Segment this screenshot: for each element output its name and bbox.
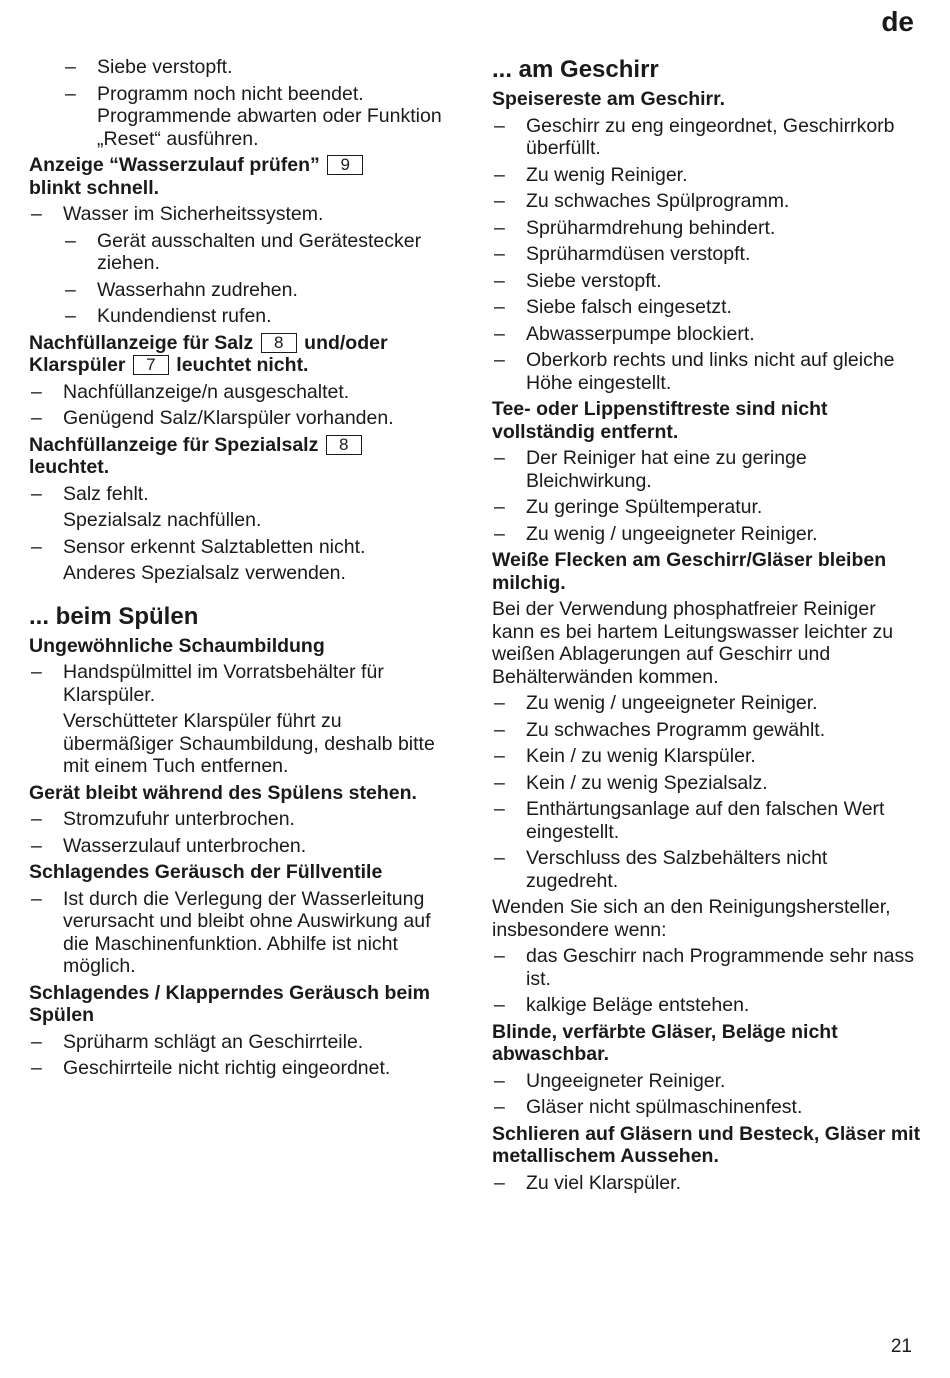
heading-water-supply: Anzeige “Wasserzulauf prüfen” 9 blinkt schnell. [29, 154, 454, 199]
dash-icon: – [31, 482, 42, 505]
dash-icon: – [494, 496, 505, 518]
list-item: – Wasser im Sicherheitssystem. [31, 203, 324, 225]
dash-icon: – [494, 190, 505, 212]
dash-icon: – [494, 269, 505, 292]
dash-icon: – [494, 1069, 505, 1092]
list-item: – Ist durch die Verlegung der Wasserleitung verursacht und bleibt ohne Auswirkung auf die Maschinenfunktion. Abhilfe ist nicht möglich. [31, 887, 431, 977]
dash-icon: – [494, 322, 505, 345]
list-item: – Sprüharmdrehung behindert. [494, 216, 776, 239]
list-item: – Der Reiniger hat eine zu geringe Bleichwirkung. [494, 447, 807, 492]
heading-foam: Ungewöhnliche Schaumbildung [29, 634, 325, 657]
dash-icon: – [31, 887, 42, 910]
dash-icon: – [494, 798, 505, 820]
list-item: – Geschirr zu eng eingeordnet, Geschirrkorb überfüllt. [494, 114, 895, 159]
dash-icon: – [494, 447, 505, 469]
dash-icon: – [31, 203, 42, 225]
heading-special-salt: Nachfüllanzeige für Spezialsalz 8 leuchtet. [29, 434, 454, 479]
dash-icon: – [494, 522, 505, 545]
dash-icon: – [65, 229, 76, 252]
list-item: – Oberkorb rechts und links nicht auf gleiche Höhe eingestellt. [494, 349, 895, 394]
right-column [492, 56, 922, 1194]
dash-icon: – [31, 535, 42, 558]
language-tag: de [881, 6, 914, 37]
dash-icon: – [494, 994, 505, 1016]
section-title-rinsing: ... beim Spülen [29, 602, 199, 630]
heading-tea-lipstick: Tee- oder Lippenstiftreste sind nicht vollständig entfernt. [492, 398, 828, 443]
dash-icon: – [65, 82, 76, 105]
dash-icon: – [494, 163, 505, 186]
list-item: – Geschirrteile nicht richtig eingeordnet. [31, 1057, 391, 1079]
indicator-box: 9 [327, 155, 363, 175]
dash-icon: – [31, 661, 42, 683]
list-item: – Stromzufuhr unterbrochen. [31, 808, 295, 830]
dash-icon: – [494, 945, 505, 967]
list-item: – Zu wenig / ungeeigneter Reiniger. [494, 522, 818, 545]
list-item: – Siebe verstopft. [494, 269, 662, 292]
list-item: – Enthärtungsanlage auf den falschen Wert eingestellt. [494, 798, 885, 843]
list-item: – Zu geringe Spültemperatur. [494, 496, 763, 518]
list-item: – Zu schwaches Spülprogramm. [494, 190, 790, 212]
list-item: – Sensor erkennt Salztabletten nicht. [31, 535, 366, 558]
heading-device-stops: Gerät bleibt während des Spülens stehen. [29, 781, 417, 804]
indented-text: Spezialsalz nachfüllen. [63, 509, 262, 531]
indented-text: Anderes Spezialsalz verwenden. [63, 562, 346, 584]
dash-icon: – [31, 380, 42, 403]
dash-icon: – [494, 1096, 505, 1118]
list-item: – Kein / zu wenig Klarspüler. [494, 745, 756, 767]
list-item: – Siebe verstopft. [65, 56, 233, 78]
dash-icon: – [494, 771, 505, 794]
dash-icon: – [65, 278, 76, 301]
heading-valve-noise: Schlagendes Geräusch der Füllventile [29, 861, 383, 883]
dash-icon: – [65, 56, 76, 78]
dash-icon: – [31, 808, 42, 830]
heading-cloudy-glasses: Blinde, verfärbte Gläser, Beläge nicht abwaschbar. [492, 1020, 838, 1065]
dash-icon: – [65, 305, 76, 327]
list-item: – Genügend Salz/Klarspüler vorhanden. [31, 407, 394, 429]
list-item: – Gläser nicht spülmaschinenfest. [494, 1096, 803, 1118]
list-item: – Zu viel Klarspüler. [494, 1171, 681, 1194]
list-item: – Nachfüllanzeige/n ausgeschaltet. [31, 380, 350, 403]
dash-icon: – [494, 114, 505, 137]
list-item: – Sprüharm schlägt an Geschirrteile. [31, 1030, 364, 1053]
indicator-box: 7 [133, 355, 169, 375]
list-item: – Sprüharmdüsen verstopft. [494, 243, 751, 265]
indented-text: Verschütteter Klarspüler führt zu übermäßiger Schaumbildung, deshalb bitte mit einem Tuch entfernen. [63, 710, 435, 777]
section-title-dishes: ... am Geschirr [492, 56, 659, 83]
paragraph: Bei der Verwendung phosphatfreier Reiniger kann es bei hartem Leitungswasser leichter zu weißen Ablagerungen auf Geschirr und Behälterwänden kommen. [492, 598, 894, 688]
list-item: – Siebe falsch eingesetzt. [494, 296, 732, 318]
heading-rattle-noise: Schlagendes / Klapperndes Geräusch beim Spülen [29, 981, 430, 1026]
left-column [29, 56, 454, 1080]
list-item: – Kundendienst rufen. [65, 305, 272, 327]
list-item: – Abwasserpumpe blockiert. [494, 322, 755, 345]
dash-icon: – [31, 1057, 42, 1079]
dash-icon: – [31, 1030, 42, 1053]
list-item: – Zu wenig Reiniger. [494, 163, 688, 186]
paragraph: Wenden Sie sich an den Reinigungshersteller, insbesondere wenn: [492, 896, 891, 941]
list-item: – Ungeeigneter Reiniger. [494, 1069, 726, 1092]
indicator-box: 8 [326, 435, 362, 455]
dash-icon: – [494, 349, 505, 371]
list-item: – Gerät ausschalten und Gerätestecker ziehen. [65, 229, 422, 274]
list-item: – Verschluss des Salzbehälters nicht zugedreht. [494, 847, 828, 892]
dash-icon: – [494, 745, 505, 767]
list-item: – Wasserzulauf unterbrochen. [31, 834, 307, 857]
dash-icon: – [494, 847, 505, 869]
heading-refill-indicator: Nachfüllanzeige für Salz 8 und/oder Klarspüler 7 leuchtet nicht. [29, 331, 388, 376]
dash-icon: – [494, 692, 505, 714]
list-item: – kalkige Beläge entstehen. [494, 994, 750, 1016]
dash-icon: – [494, 718, 505, 741]
list-item: – Programm noch nicht beendet. Programmende abwarten oder Funktion „Reset“ ausführen. [65, 82, 442, 150]
list-item: – Zu wenig / ungeeigneter Reiniger. [494, 692, 818, 714]
dash-icon: – [31, 834, 42, 857]
dash-icon: – [494, 1171, 505, 1194]
dash-icon: – [494, 296, 505, 318]
list-item: – Kein / zu wenig Spezialsalz. [494, 771, 768, 794]
list-item: – das Geschirr nach Programmende sehr nass ist. [494, 945, 915, 990]
page-number: 21 [890, 1336, 912, 1357]
heading-white-spots: Weiße Flecken am Geschirr/Gläser bleiben milchig. [492, 549, 887, 594]
heading-streaks: Schlieren auf Gläsern und Besteck, Gläser mit metallischem Aussehen. [492, 1122, 921, 1167]
heading-food-residue: Speisereste am Geschirr. [492, 88, 726, 110]
list-item: – Wasserhahn zudrehen. [65, 278, 298, 301]
dash-icon: – [31, 407, 42, 429]
list-item: – Salz fehlt. [31, 482, 149, 505]
dash-icon: – [494, 243, 505, 265]
list-item: – Zu schwaches Programm gewählt. [494, 718, 826, 741]
indicator-box: 8 [261, 333, 297, 353]
list-item: – Handspülmittel im Vorratsbehälter für Klarspüler. [31, 661, 384, 706]
dash-icon: – [494, 216, 505, 239]
